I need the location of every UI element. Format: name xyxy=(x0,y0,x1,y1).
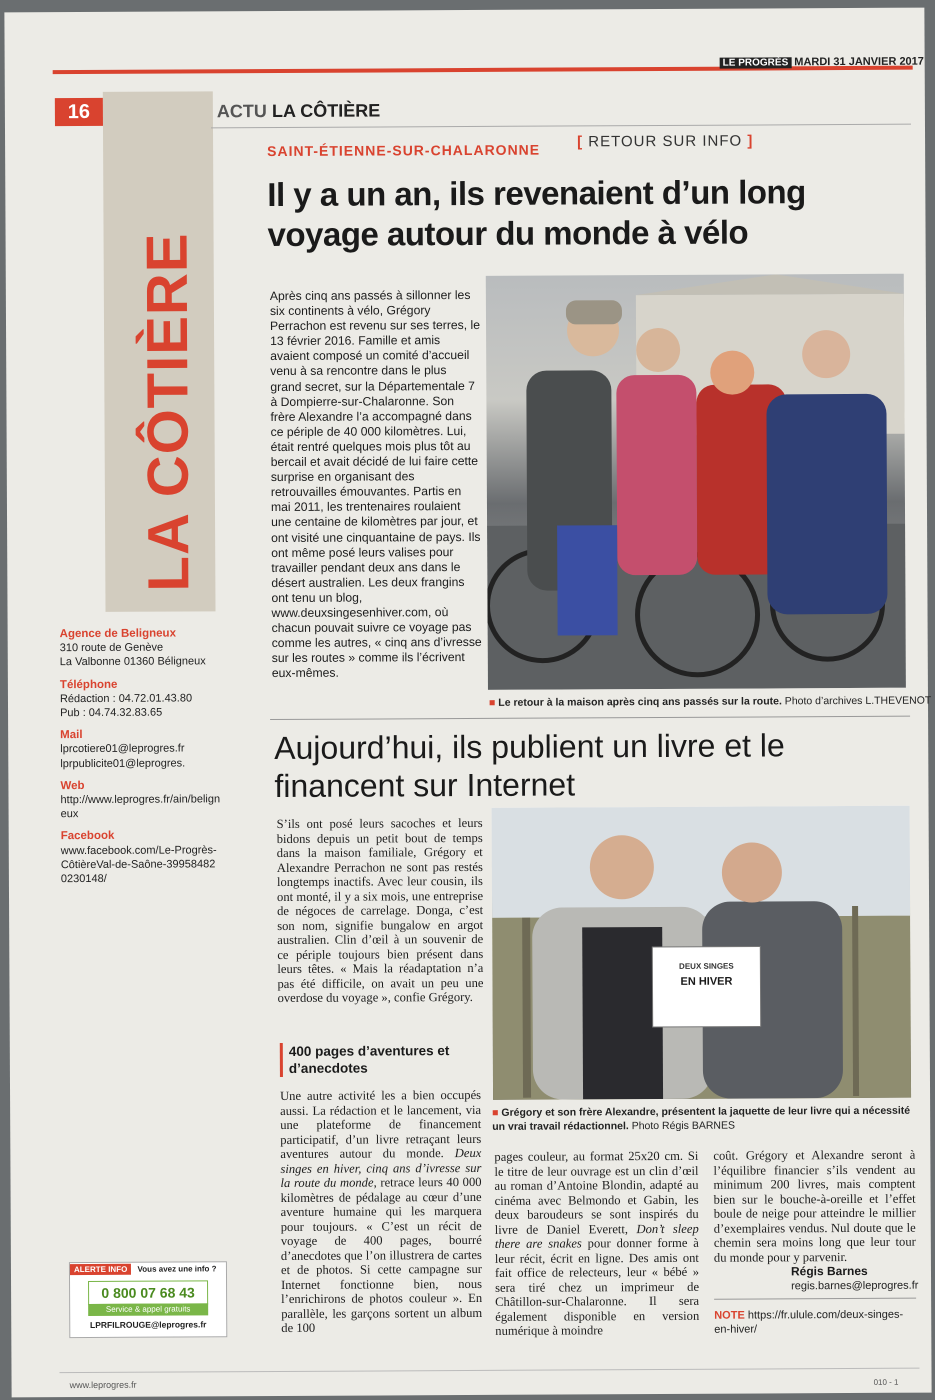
note xyxy=(714,1308,916,1337)
caption-1: ■ Le retour à la maison après cinq ans passés sur la route. Photo d’archives L.THEVENOT xyxy=(488,694,932,709)
section-name: LA CÔTIÈRE xyxy=(271,100,381,122)
caption-1-credit: Photo d’archives L.THEVENOT xyxy=(784,694,932,708)
article-2-column-c: coût. Grégory et Alexandre seront à l’équilibre financier s’ils vendent au minimum 200 livres, mais comptent bien sur le bouche-à-oreille et l’effet boule de neige pour atteindre le millier d’exemplaires vendus. Nul doute que le chemin sera moins long que leur tour du monde pour y parvenir. xyxy=(713,1147,916,1265)
col-a-text-2: , retrace leurs 40 000 kilomètres de pédalage au cœur d’une aventure humaine qui les marquera pour toujours. « C’est un récit de voyage de 400 pages, bourré d’anecdotes que l’on illustrera de cartes et de photos. Si cette campagne sur Internet fonctionne bien, nous l’enrichirons de photos couleur ». En parallèle, les garçons sortent un album de 100 xyxy=(280,1174,483,1335)
alert-question: Vous avez une info ? xyxy=(137,1264,217,1274)
photo-cyclists-return xyxy=(486,274,906,690)
facebook-label: Facebook xyxy=(60,830,115,843)
masthead-logo: LE PROGRÈS xyxy=(720,57,792,68)
caption-2: ■ Grégory et son frère Alexandre, présentent la jaquette de leur livre qui a nécessité un vrai travail rédactionnel. Photo Régis BARNES xyxy=(492,1104,911,1133)
kicker-text: RETOUR SUR INFO xyxy=(588,132,743,151)
col-b-text-1: pages couleur, au format 25x20 cm. Si le titre de leur ouvrage est un clin d’œil au roman d’Antoine Blondin, adapté au cinéma avec Belmondo et Gabin, les deux baroudeurs se sont inspirés du livre de Daniel Everett, xyxy=(494,1148,699,1237)
section-divider xyxy=(211,124,911,129)
kicker: [ RETOUR SUR INFO ] xyxy=(577,132,754,151)
phone-redaction: Rédaction : 04.72.01.43.80 xyxy=(59,692,193,705)
agency-address-2: La Valbonne 01360 Béligneux xyxy=(59,655,206,669)
page-number: 16 xyxy=(55,98,103,126)
photo-brothers-book xyxy=(492,806,912,1100)
facebook-url[interactable]: www.facebook.com/Le-Progrès-CôtièreVal-de-Saône-399584820230148/ xyxy=(60,843,217,886)
alert-info-box xyxy=(69,1261,227,1338)
col-b-text-2: pour donner forme à leur récit, écrit en ligne. Des amis ont fait office de relecteurs, leur « bébé » sera tiré chez un imprimeur de Châtillon-sur-Chalaronne. Il sera également disponible en version numérique à moindre xyxy=(494,1235,700,1338)
section-header xyxy=(217,100,380,122)
subheading: 400 pages d’aventures et d’anecdotes xyxy=(280,1042,489,1077)
agency-label: Agence de Beligneux xyxy=(59,627,176,641)
web-url[interactable]: http://www.leprogres.fr/ain/beligneux xyxy=(60,793,221,821)
article-1-body: Après cinq ans passés à sillonner les six continents à vélo, Grégory Perrachon est revenu sur ses terres, le 13 février 2016. Famille et amis avaient composé un comité d’accueil venu à sa rencontre dans le plus grand secret, sur la Départementale 7 à Dompierre-sur-Chalaronne. Son frère Alexandre l’a accompagné dans ce périple de 40 000 kilomètres. Lui, était rentré quelques mois plus tôt au bercail et avait décidé de lui faire cette surprise en organisant des retrouvailles émouvantes. Partis en mai 2011, les trentenaires roulaient une centaine de kilomètres par jour, et ont visité une cinquantaine de pays. Ils ont même posé leurs valises pour travailler pendant deux ans dans le désert australien. Les deux frangins ont tenu un blog, www.deuxsingesenhiver.com, où chacun pouvait suivre ce voyage pas comme les autres, « cinq ans d’ivresse sur les routes » comme ils l’écrivent eux-mêmes. xyxy=(269,287,482,681)
agency-address-1: 310 route de Genève xyxy=(59,641,164,655)
second-headline: Aujourd’hui, ils publient un livre et le financent sur Internet xyxy=(274,727,785,805)
article-2-body: S’ils ont posé leurs sacoches et leurs bidons depuis un petit bout de temps dans la maison familiale, Grégory et Alexandre Perrachon ne sont pas restés longtemps inactifs. Avec leur cousin, ils ont monté, il y a six mois, une entreprise de négoces de carrelage. Donga, c’est son nom, signifie bungalow en argot australien. Clin d’œil à un souvenir de ce périple toujours bien présent dans leurs têtes. « Mais la réadaptation n’a pas été difficile, on avait un peu une overdose du voyage », confie Grégory. xyxy=(276,815,484,1006)
newspaper-page xyxy=(4,8,931,1398)
col-b-book-title: Don’t sleep there are snakes xyxy=(494,1221,699,1251)
vertical-section-title: LA CÔTIÈRE xyxy=(134,232,202,592)
agency-info xyxy=(60,626,221,886)
author-email[interactable]: regis.barnes@leprogres.fr xyxy=(791,1279,919,1293)
alert-header xyxy=(70,1262,226,1277)
mail-redaction[interactable]: lprcotiere01@leprogres.fr xyxy=(60,742,185,756)
mail-publicite[interactable]: lprpublicite01@leprogres. xyxy=(60,757,186,770)
section-prefix: ACTU xyxy=(216,101,267,122)
caption-2-credit: Photo Régis BARNES xyxy=(631,1119,736,1133)
author-name: Régis Barnes xyxy=(790,1263,868,1279)
dateline-place: SAINT-ÉTIENNE-SUR-CHALARONNE xyxy=(267,141,541,160)
alert-email[interactable]: LPRFILROUGE@leprogres.fr xyxy=(89,1319,207,1330)
alert-badge: ALERTE INFO xyxy=(70,1264,131,1275)
main-headline: Il y a un an, ils revenaient d’un long voyage autour du monde à vélo xyxy=(267,173,806,254)
note-divider xyxy=(714,1298,916,1300)
col-a-text-1: Une autre activité les a bien occupés aussi. La rédaction et le lancement, via une plateforme de financement participatif, d’un livre retraçant leurs aventures autour du monde. xyxy=(280,1087,482,1161)
photo-brothers-illustration xyxy=(492,806,912,1100)
masthead-date: MARDI 31 JANVIER 2017 xyxy=(794,55,924,69)
note-url[interactable]: https://fr.ulule.com/deux-singes-en-hiver/ xyxy=(714,1308,904,1336)
note-label: NOTE xyxy=(714,1309,745,1322)
caption-1-text: Le retour à la maison après cinq ans passés sur la route. xyxy=(498,695,782,709)
masthead xyxy=(720,56,924,69)
footer-rule xyxy=(60,1368,920,1374)
article-2-column-a xyxy=(280,1088,482,1336)
footer-code: 010 - 1 xyxy=(873,1377,899,1387)
col-a-book-title: Deux singes en hiver, cinq ans d’ivresse sur la route du monde xyxy=(280,1145,482,1190)
caption-2-text: Grégory et son frère Alexandre, présentent la jaquette de leur livre qui a nécessité un vrai travail rédactionnel. xyxy=(492,1104,911,1133)
book-cover-title: EN HIVER xyxy=(680,975,733,988)
mail-label: Mail xyxy=(60,729,83,742)
footer-site[interactable]: www.leprogres.fr xyxy=(69,1379,137,1391)
phone-pub: Pub : 04.74.32.83.65 xyxy=(60,706,163,720)
article-2-column-b xyxy=(494,1149,699,1339)
photo-cyclists-illustration xyxy=(486,274,906,690)
web-label: Web xyxy=(60,779,85,792)
alert-phone[interactable]: 0 800 07 68 43 xyxy=(88,1280,208,1305)
alert-service-note: Service & appel gratuits xyxy=(88,1303,208,1316)
book-cover-small-title: DEUX SINGES xyxy=(679,961,734,971)
phone-label: Téléphone xyxy=(59,678,118,691)
article-divider xyxy=(270,716,910,720)
